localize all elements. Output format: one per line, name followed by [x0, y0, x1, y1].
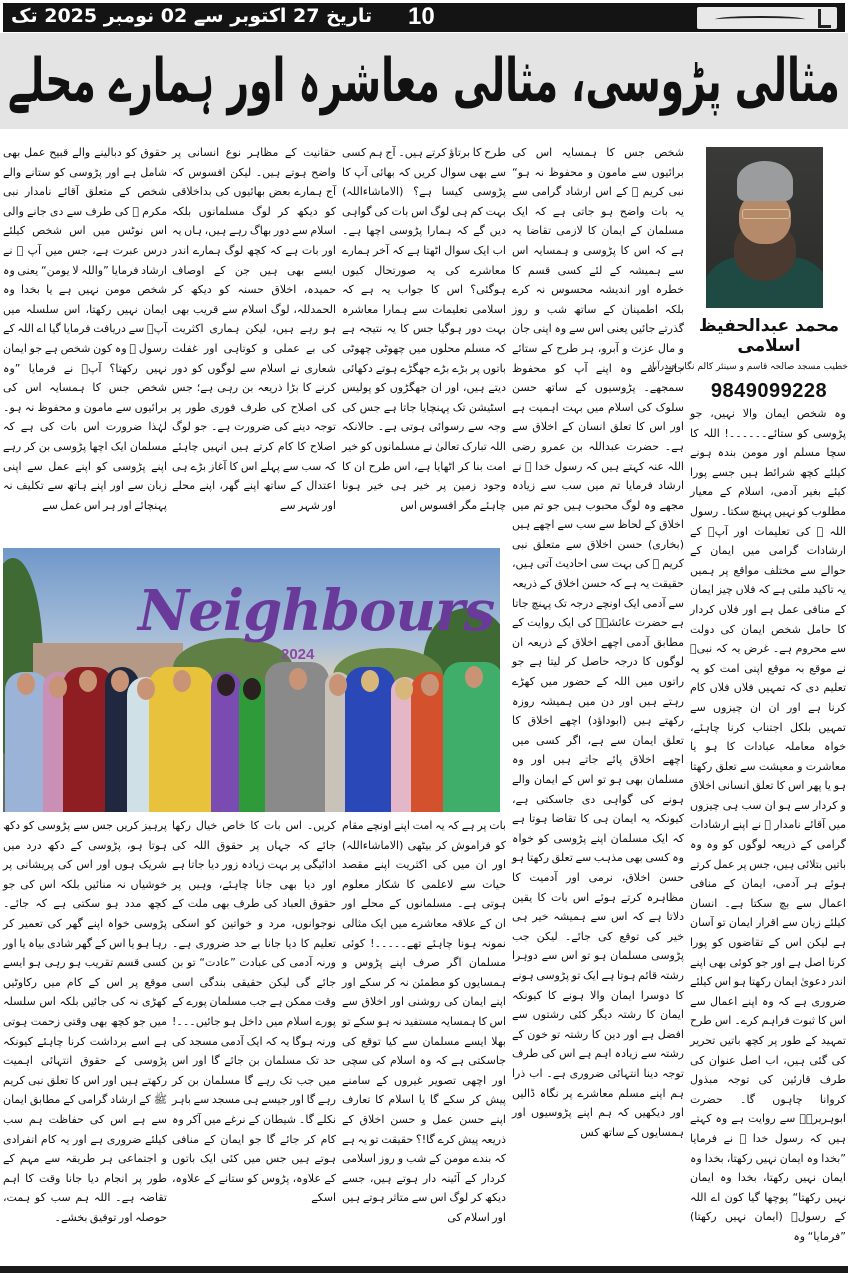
cast-head	[173, 670, 191, 692]
author-designation: خطیب مسجد صالحہ قاسم و سینئر کالم نگار حیدرآباد	[648, 362, 848, 372]
cast-head	[17, 673, 35, 695]
footer-bar	[0, 1266, 848, 1273]
article-headline: مثالی پڑوسی، مثالی معاشرہ اور ہمارے محلے	[8, 46, 840, 116]
newspaper-logo	[697, 7, 837, 29]
logo-mark-icon	[818, 9, 831, 28]
headline-band	[0, 33, 848, 129]
page-number: 10	[408, 3, 435, 30]
cast-head	[329, 674, 347, 696]
cast-head	[111, 670, 129, 692]
article-column-4	[512, 143, 684, 1142]
cast-head	[137, 678, 155, 700]
neighbours-2024-image	[3, 548, 500, 812]
author-phone: 9849099228	[710, 380, 828, 402]
article-column-1-bottom	[3, 816, 167, 1227]
cast-head	[465, 666, 483, 688]
paragraph: شخص جس کا ہمسایہ اس کی برائیوں سے مامون و محفوظ نہ ہو“ نبی کریم ﷺ کے اس ارشاد گرامی سے یہ بات واضح ہو جاتی ہے کہ ایک مسلمان کے ایمان کا لازمی تقاضا یہ ہے کہ اس کا پڑوسی و ہمسایہ اس سے ہمیشہ کے لئے کسی قسم کا خطرہ اور اندیشہ محسوس نہ کرے بلکہ اطمینان کے ساتھ شب و روز گذرتے جائیں یعنی اس سے وہ اپنی جان و مال عزت و آبرو، ہر طرح کے ستائے جانے سے وہ اپنے آپ کو محفوظ سمجھے۔ پڑوسیوں کے ساتھ حسن سلوک کی اسلام میں بہت اہمیت ہے اور اس کا تعلق انسان کے اخلاق سے ہے۔ حضرت عبداللہ بن عمرو رضی اللہ عنہ کہتے ہیں کہ رسول خدا ﷺ نے ارشاد فرمایا تم میں سب سے زیادہ مجھے وہ لوگ محبوب ہیں جو تم میں اخلاق کے لحاظ سے سب سے اچھے ہیں (بخاری) حسن اخلاق سے متعلق نبی کریم ﷺ کی بہت سی احادیث آتی ہیں، حقیقت یہ ہے کہ حسن اخلاق کے ذریعہ سے آدمی ایک اونچے درجہ تک پہنچ جاتا ہے حضرت عائشہؓ کی ایک روایت کے مطابق آدمی اچھے اخلاق کے ذریعہ ان لوگوں کا درجہ حاصل کر لیتا ہے جو راتوں میں اللہ کے حضور میں کھڑے رہتے ہیں اور دن میں ہمیشہ روزہ رکھتے ہیں (ابوداؤد) اچھے اخلاق کا تعلق ایمان سے ہے، اگر کسی میں اچھے اخلاق پائے جاتے ہیں اور وہ مسلمان بھی ہو تو اس کے ایمان والے ہونے کی گواہی دی جاسکتی ہے، کیونکہ یہ ایمان ہی کا تقاضا ہوتا ہے کہ ایک مسلمان اپنے پڑوسی کو خواہ وہ کسی بھی مذہب سے تعلق رکھتا ہو حسن اخلاق، نرمی اور آدمیت کا مظاہرہ کرتے ہوئے اس بات کا یقین دلاتا ہے کہ اس سے ہمیشہ خیر ہی خیر کی توقع کی جائے۔ لیکن جب پڑوسی مسلمان ہو تو اس سے دوہرا رشتہ قائم ہوتا ہے ایک تو پڑوسی ہونے کا دوسرا ایمان والا ہونے کا کیونکہ ایمان کا رشتہ دیگر کئی رشتوں سے افضل ہے اور دین کا رشتہ تو خون کے رشتہ سے زیادہ اہم ہے اس کی طرف توجہ دینا انتہائی ضروری ہے۔ اب ذرا ہم اپنے مسلم معاشرے پر نگاہ ڈالیں اور دیکھیں کہ ہم اپنے پڑوسیوں اور ہمسایوں کے ساتھ کس	[512, 146, 684, 1139]
cast-head	[289, 668, 307, 690]
photo-glasses	[742, 209, 790, 219]
article-column-5	[690, 404, 846, 1247]
cast-head	[217, 674, 235, 696]
masthead-bar	[3, 3, 845, 32]
article-column-2-bottom	[172, 816, 336, 1208]
issue-date: تاریخ 27 اکتوبر سے 02 نومبر 2025 تک	[11, 5, 373, 27]
article-column-3-bottom	[342, 816, 506, 1227]
author-name: محمد عبدالحفیظ اسلامی	[698, 316, 840, 356]
cast-head	[49, 676, 67, 698]
image-year: 2024	[281, 646, 315, 663]
cast-head	[421, 674, 439, 696]
paragraph: بات پر ہے کہ یہ امت اپنے اونچے مقام کو فراموش کر بیٹھی (الاماشاءاللہ) اور ان میں کی اکثریت اپنے مقصد حیات سے لاعلمی کا شکار معلوم ہوتی ہے۔ مسلمانوں کے محلے اور ان کے علاقہ معاشرے میں ایک مثالی نمونہ ہونا چاہئے تھے۔۔۔۔۔! کوئی مسلمان اگر صرف اپنے پڑوس و ہمسایوں کو مطمئن نہ کر سکے اور اپنے ایمان کی روشنی اور اخلاق سے اس کا ہمسایہ مستفید نہ ہو سکے تو بھلا ایسے مسلمان سے کیا توقع کی جاسکتی ہے کہ وہ اسلام کی سچی اور اچھی تصویر غیروں کے سامنے پیش کر سکے گا یا اسلام کا تعارف اپنے حسن عمل و حسن اخلاق کے ذریعہ پیش کرے گا!؟ حقیقت تو یہ ہے کہ بندے مومن کے شب و روز اسلامی کردار کے آئینہ دار ہوتے ہیں، جسے دیکھ کر لوگ اس سے متاثر ہوتے ہیں اور اسلام کی	[342, 819, 506, 1224]
article-column-3-top	[342, 143, 506, 515]
cast-head	[243, 678, 261, 700]
article-column-1-top	[3, 143, 167, 515]
paragraph: حقانیت کے مظاہر نوع انسانی پر واضح ہوتے ہیں۔ لیکن افسوس کہ آج ہمارے بعض بھائیوں کی بداخلاقی کو دیکھ کر لوگ مسلمانوں بلکہ اسلام سے دور بھاگ رہے ہیں، ہاں یہ اور بات ہے کہ کچھ لوگ ہمارے اندر ایسے بھی ہیں جن کے اوصاف حمیدہ، اخلاق حسنہ کو دیکھ کر الحمدللہ، لوگ اسلام سے قریب بھی ہو رہے ہیں، لیکن ہماری اکثریت کی بے عملی و کوتاہی اور غفلت شعاری نے اسلام سے لوگوں کو دور کرنے کا بڑا ذریعہ بن رہی ہے؛ جس کی اصلاح کی طرف فوری طور پر توجہ دینے کی ضرورت ہے۔ جو لوگ اصلاح کا کام کرتے ہیں انہیں چاہئے کہ سب سے پہلے اس کا آغاز بڑے ہی اعتدال کے ساتھ اپنے گھر، اپنے محلے اور شہر سے	[172, 146, 336, 512]
image-title: Neighbours	[138, 578, 495, 644]
cast-head	[361, 670, 379, 692]
paragraph: پرہیز کریں جس سے پڑوسی کو دکھ ہوتا ہو، پڑوسی کے دکھ درد میں شریک ہوں اور اس کی پریشانی پر خوشیاں نہ منائیں بلکہ اس کی جو کچھ مدد ہو سکتی ہے کہ جائے۔ پڑوسی خواہ اپنے گھر کی تعمیر کر رہا ہو یا اس کے گھر شادی بیاہ یا اور کسی قسم تقریب ہو رہی ہو ایسے موقع پر اس کے کام میں رکاوٹیں کھڑی نہ کی جائیں بلکہ اس سلسلہ میں جو کچھ بھی وقتی زحمت ہوتی ہے اسے برداشت کرنا چاہئے کیونکہ پڑوسی کے حقوق انتہائی اہمیت رکھتے ہیں اور اس کا تعلق نبی کریم ﷺ کے ارشاد گرامی کے مطابق ایمان سے ہے اس کی حفاظت ہم سب کیلئے ضروری ہے اور یہ کام انفرادی و اجتماعی ہر طریقہ سے مہم کے طور پر انجام دیا جانا وقت کا اہم تقاضہ ہے۔ اللہ ہم سب کو ہمت، حوصلہ اور توفیق بخشے۔	[3, 819, 167, 1224]
paragraph: حقوق کو دبالینے والے قبیح عمل بھی شامل ہے اور پڑوسی کو ستانے والے شخص کے متعلق آقائے نامدار نبی مکرم ﷺ کی طرف سے دی جانے والی اس نوٹس میں اس شخص کیلئے درس عبرت ہے، جس میں آپ ﷺ نے ارشاد فرمایا ”واللہ لا یومن“ یعنی وہ شخص مومن نہیں ہے یا بخدا وہ ایمان نہیں رکھتا، اس سلسلہ میں آپؐ سے دریافت فرمایا گیا اے اللہ کے رسول ﷺ وہ کون شخص ہے جو ایمان نہیں رکھتا؟ آپؐ نے فرمایا ”وہ شخص جس کا ہمسایہ اس کی برائیوں سے مامون و محفوظ نہ ہو۔ لہٰذا ضرورت اس بات کی ہے کہ مسلمان ایک اچھا پڑوسی بن کر رہے اپنے پڑوسی کو اپنے عمل سے اپنی زبان سے اور اپنے ہاتھ سے تکلیف نہ پہنچائے اور ہر اس عمل سے	[3, 146, 167, 512]
paragraph: طرح کا برتاؤ کرتے ہیں۔ آج ہم کسی سے بھی سوال کریں کہ بھائی آپ کا پڑوسی کیسا ہے؟ (الاماشاءاللہ) بہت کم ہی لوگ اس بات کی گواہی دیں گے کہ ہمارا پڑوسی اچھا ہے۔ اب ایک سوال اٹھتا ہے کہ آخر ہمارے معاشرے کی یہ صورتحال کیوں ہوگئی؟ اس کا جواب یہ ہے کہ اسلامی تعلیمات سے ہمارا معاشرہ بہت دور ہوگیا جس کا یہ نتیجہ ہے کہ مسلم محلوں میں چھوٹی چھوٹی باتوں پر بڑے بڑے جھگڑے ہوتے دکھائی دیتے ہیں، اور ان جھگڑوں کو پولیس اسٹیشن تک پہنچایا جاتا ہے جس کی وجہ سے رسوائی ہوتی ہے۔ حالانکہ اللہ تبارک تعالیٰ نے مسلمانوں کو خیر امت بنا کر اٹھایا ہے، اس طرح ان کا وجود زمین پر خیر ہی خیر ہونا چاہئے مگر افسوس اس	[342, 146, 506, 512]
author-box	[648, 312, 848, 403]
paragraph: کریں۔ اس بات کا خاص خیال رکھا جائے کہ جہاں پر حقوق اللہ کی ادائیگی پر بہت زیادہ زور دیا جاتا ہے اور دیا بھی جانا چاہئے، وہیں پر حقوق العباد کی طرف بھی ملت کے نوجوانوں، مرد و خواتین کو اسکی تعلیم کا دیا جانا بے حد ضروری ہے۔ ورنہ آدمی کی عبادت ”عادت“ تو بن جائے گی لیکن حقیقی بندگی اسی وقت ممکن ہے جب مسلمان پورے کے پورے اسلام میں داخل ہو جائیں۔۔۔! ورنہ ہوگا یہ کہ ایک آدمی مسجد کی حد تک مسلمان بن جائے گا اور اس میں جب تک رہے گا مسلمان بن کر رہے گا اور جیسے ہی مسجد سے باہر نکلے گا۔ شیطان کے نرغے میں آکر وہ کام کر جائے گا جو ایمان کے منافی ہوتے ہیں جس میں کئی ایک باتوں کے علاوہ، پڑوس کو ستانے کے علاوہ، اسکے	[172, 819, 336, 1205]
author-photo	[706, 147, 823, 308]
paragraph: وہ شخص ایمان والا نہیں، جو پڑوسی کو ستائے۔۔۔۔۔۔! اللہ کا سچا مسلم اور مومن بندہ ہونے کیلئے کچھ شرائط ہیں جسے پورا کیئے بغیر آدمی، اسلام کے معیار مطلوب کو نہیں پہنچ سکتا۔ رسول اللہ ﷺ کی تعلیمات اور آپؐ کے ارشادات گرامی میں ایمان کے حوالے سے مختلف مواقع پر ہمیں یہ تاکید ملتی ہے کہ فلاں چیز ایمان کے منافی عمل ہے اور فلاں کردار کا حامل شخص ایمان کی دولت سے محروم ہے۔ غرض یہ کہ نبیؐ نے موقع بہ موقع اپنی امت کو یہ تعلیم دی کہ تمہیں فلاں فلاں کام کرنا ہے اور ان ان چیزوں سے تمہیں بلکل اجتناب کرنا چاہئے، خواہ معاملہ عبادات کا ہو یا معاشرت و معیشت سے تعلق رکھتا ہو یا پھر اس کا تعلق انسانی اخلاق و کردار سے ہو ان سب ہی چیزوں میں آقائے نامدار ﷺ نے اپنے ارشادات گرامی کے ذریعہ لوگوں کو وہ وہ باتیں بتلائی ہیں، جس پر عمل کرتے ہوئے ہر آدمی، ایمان کے منافی اعمال سے بچ سکتا ہے۔ انسان کیلئے زبان سے اقرار ایمان تو آسان ہے لیکن اس کے تقاضوں کو پورا کرنا اصل ہے اور جو کوئی بھی اپنے اندر دعویٰ ایمان رکھتا ہو اس کیلئے ضروری ہے کہ وہ اپنے اعمال سے اس کا ثبوت فراہم کرے۔ اس طرح تمہید کے طور پر کچھ باتیں تحریر کی گئی ہیں، اب اصل عنوان کی طرف قارئین کی توجہ مبذول کروانا چاہوں گا۔ حضرت ابوہریرہؓ سے روایت ہے وہ کہتے ہیں کہ رسول خدا ﷺ نے فرمایا ”بخدا وہ ایمان نہیں رکھتا، بخدا وہ ایمان نہیں رکھتا، بخدا وہ ایمان نہیں رکھتا“ پوچھا گیا کون اے اللہ کے رسولؐ (ایمان نہیں رکھتا) ”فرمایا“ وہ	[690, 407, 846, 1243]
cast-head	[395, 678, 413, 700]
logo-swoosh-icon	[715, 16, 805, 23]
photo-cap	[737, 161, 793, 201]
cast-head	[79, 670, 97, 692]
article-column-2-top	[172, 143, 336, 515]
